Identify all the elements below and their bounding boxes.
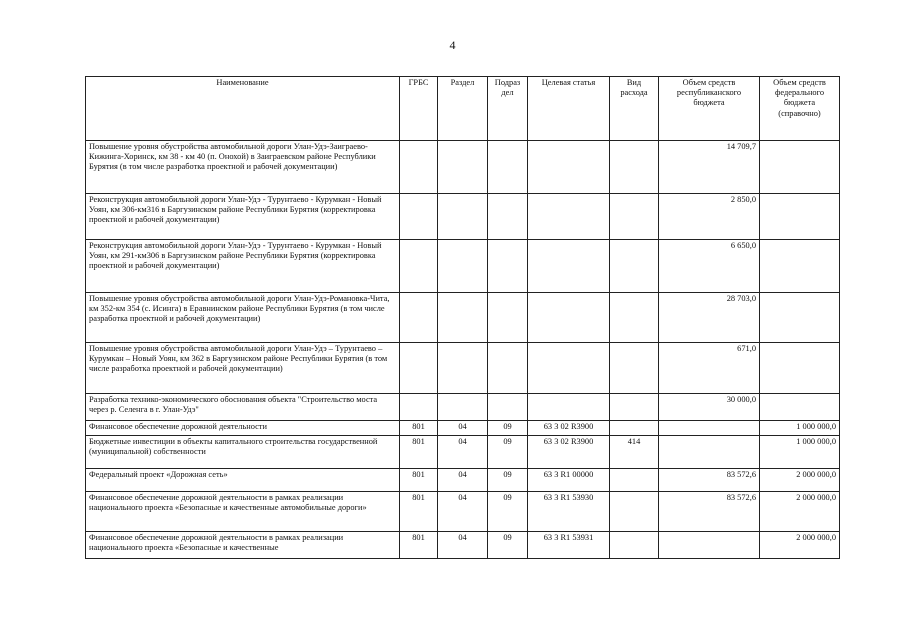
cell-vid (610, 343, 659, 394)
cell-razdel (438, 141, 488, 194)
header-obem-fed: Объем средств федерального бюджета (справочно) (760, 77, 840, 141)
table-header-row (86, 77, 840, 141)
table-row (86, 240, 840, 293)
header-celevaya-statya: Целевая статья (528, 77, 610, 141)
cell-name: Реконструкция автомобильной дороги Улан-Удэ - Турунтаево - Курумкан - Новый Уоян, км 291-км306 в Баргузинском районе Республики Бурятия (корректировка проектной и рабочей документации) (86, 240, 400, 293)
cell-grbs: 801 (400, 492, 438, 532)
cell-resp: 14 709,7 (659, 141, 760, 194)
cell-vid (610, 240, 659, 293)
cell-vid: 414 (610, 436, 659, 469)
table-row (86, 469, 840, 492)
cell-razdel (438, 240, 488, 293)
cell-grbs (400, 194, 438, 240)
cell-celevaya (528, 293, 610, 343)
cell-razdel (438, 343, 488, 394)
cell-razdel: 04 (438, 436, 488, 469)
cell-podrazdel (488, 141, 528, 194)
cell-vid (610, 421, 659, 436)
cell-grbs (400, 394, 438, 421)
cell-fed (760, 293, 840, 343)
cell-podrazdel (488, 343, 528, 394)
cell-resp (659, 532, 760, 559)
cell-celevaya (528, 343, 610, 394)
header-razdel: Раздел (438, 77, 488, 141)
cell-fed (760, 194, 840, 240)
cell-razdel (438, 194, 488, 240)
cell-name: Финансовое обеспечение дорожной деятельности в рамках реализации национального проекта «Безопасные и качественные автомобильные дороги» (86, 492, 400, 532)
table-row (86, 394, 840, 421)
cell-name: Повышение уровня обустройства автомобильной дороги Улан-Удэ-Заиграево-Кижинга-Хоринск, км 38 - км 40 (п. Онохой) в Заиграевском районе Республики Бурятия (в том числе разработка проектной и рабочей документации) (86, 141, 400, 194)
cell-podrazdel: 09 (488, 532, 528, 559)
cell-podrazdel: 09 (488, 492, 528, 532)
cell-grbs (400, 343, 438, 394)
cell-razdel: 04 (438, 421, 488, 436)
cell-razdel: 04 (438, 469, 488, 492)
cell-resp: 83 572,6 (659, 469, 760, 492)
cell-vid (610, 194, 659, 240)
cell-name: Финансовое обеспечение дорожной деятельности (86, 421, 400, 436)
table-row (86, 141, 840, 194)
cell-vid (610, 141, 659, 194)
header-grbs: ГРБС (400, 77, 438, 141)
cell-razdel: 04 (438, 492, 488, 532)
cell-celevaya (528, 141, 610, 194)
cell-vid (610, 293, 659, 343)
cell-razdel (438, 394, 488, 421)
cell-fed (760, 343, 840, 394)
cell-grbs: 801 (400, 436, 438, 469)
cell-podrazdel (488, 194, 528, 240)
cell-resp (659, 436, 760, 469)
cell-celevaya: 63 3 R1 53931 (528, 532, 610, 559)
cell-fed (760, 240, 840, 293)
cell-vid (610, 469, 659, 492)
cell-name: Повышение уровня обустройства автомобильной дороги Улан-Удэ-Романовка-Чита, км 352-км 354 (с. Исинга) в Еравнинском районе Республики Бурятия (в том числе разработка проектной и рабочей документации) (86, 293, 400, 343)
cell-fed (760, 141, 840, 194)
cell-razdel (438, 293, 488, 343)
cell-celevaya: 63 3 R1 00000 (528, 469, 610, 492)
cell-resp: 671,0 (659, 343, 760, 394)
table-row (86, 194, 840, 240)
cell-resp: 6 650,0 (659, 240, 760, 293)
cell-name: Финансовое обеспечение дорожной деятельности в рамках реализации национального проекта «Безопасные и качественные (86, 532, 400, 559)
cell-grbs: 801 (400, 469, 438, 492)
cell-celevaya (528, 240, 610, 293)
table-row (86, 532, 840, 559)
header-obem-resp: Объем средств республиканского бюджета (659, 77, 760, 141)
cell-grbs (400, 293, 438, 343)
cell-podrazdel (488, 240, 528, 293)
header-name: Наименование (86, 77, 400, 141)
cell-podrazdel: 09 (488, 469, 528, 492)
table-row (86, 421, 840, 436)
cell-name: Повышение уровня обустройства автомобильной дороги Улан-Удэ – Турунтаево – Курумкан – Новый Уоян, км 362 в Баргузинском районе Республики Бурятия (в том числе разработка проектной и рабочей документации) (86, 343, 400, 394)
cell-vid (610, 532, 659, 559)
cell-fed: 2 000 000,0 (760, 532, 840, 559)
cell-podrazdel (488, 394, 528, 421)
cell-grbs: 801 (400, 421, 438, 436)
cell-fed (760, 394, 840, 421)
cell-resp (659, 421, 760, 436)
cell-celevaya (528, 194, 610, 240)
cell-fed: 1 000 000,0 (760, 436, 840, 469)
cell-fed: 2 000 000,0 (760, 492, 840, 532)
cell-fed: 2 000 000,0 (760, 469, 840, 492)
cell-resp: 30 000,0 (659, 394, 760, 421)
page-number: 4 (449, 38, 456, 52)
table-row (86, 436, 840, 469)
cell-name: Бюджетные инвестиции в объекты капитального строительства государственной (муниципальной) собственности (86, 436, 400, 469)
cell-celevaya: 63 3 02 R3900 (528, 436, 610, 469)
table-row (86, 343, 840, 394)
cell-grbs: 801 (400, 532, 438, 559)
cell-resp: 28 703,0 (659, 293, 760, 343)
header-vid-raskhoda: Вид расхода (610, 77, 659, 141)
cell-grbs (400, 240, 438, 293)
cell-celevaya: 63 3 R1 53930 (528, 492, 610, 532)
cell-podrazdel (488, 293, 528, 343)
cell-vid (610, 394, 659, 421)
table-row (86, 293, 840, 343)
cell-razdel: 04 (438, 532, 488, 559)
cell-celevaya (528, 394, 610, 421)
header-podrazdel: Подраз дел (488, 77, 528, 141)
cell-resp: 83 572,6 (659, 492, 760, 532)
cell-name: Федеральный проект «Дорожная сеть» (86, 469, 400, 492)
cell-vid (610, 492, 659, 532)
cell-resp: 2 850,0 (659, 194, 760, 240)
table-row (86, 492, 840, 532)
cell-name: Разработка технико-экономического обоснования объекта "Строительство моста через р. Селенга в г. Улан-Удэ" (86, 394, 400, 421)
cell-podrazdel: 09 (488, 421, 528, 436)
cell-podrazdel: 09 (488, 436, 528, 469)
cell-grbs (400, 141, 438, 194)
budget-table (85, 76, 840, 559)
cell-name: Реконструкция автомобильной дороги Улан-Удэ - Турунтаево - Курумкан - Новый Уоян, км 306-км316 в Баргузинском районе Республики Бурятия (корректировка проектной и рабочей документации) (86, 194, 400, 240)
cell-fed: 1 000 000,0 (760, 421, 840, 436)
cell-celevaya: 63 3 02 R3900 (528, 421, 610, 436)
